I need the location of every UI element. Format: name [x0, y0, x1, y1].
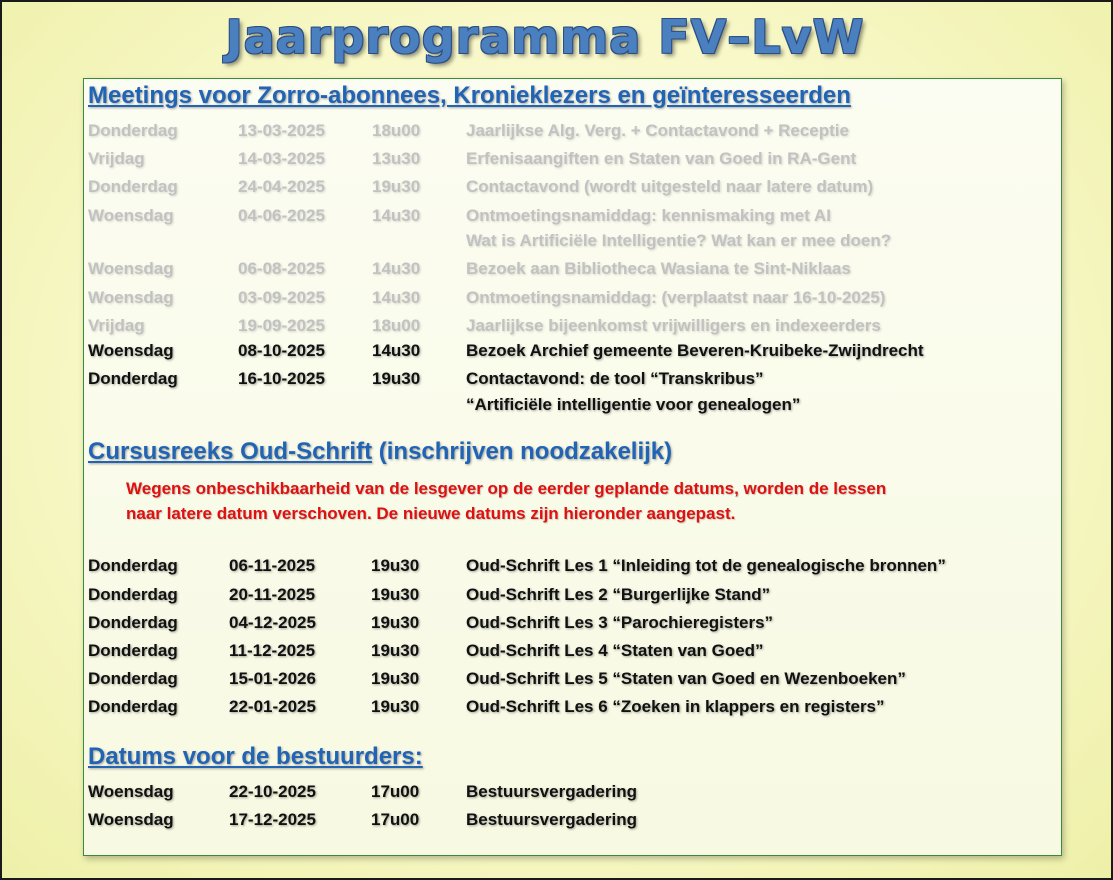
date-cell: 11-12-2025	[229, 641, 316, 660]
event-cell: Wat is Artificiële Intelligentie? Wat kan er mee doen?	[466, 231, 892, 250]
date-cell: 17-12-2025	[229, 810, 316, 829]
date-cell: 08-10-2025	[238, 341, 325, 360]
postponement-notice	[126, 476, 986, 526]
time-cell: 14u30	[372, 259, 421, 278]
day-cell: Donderdag	[88, 697, 178, 716]
day-cell: Woensdag	[88, 810, 174, 829]
time-cell: 13u30	[372, 149, 421, 168]
date-cell: 14-03-2025	[238, 149, 325, 168]
event-cell: Ontmoetingsnamiddag: (verplaatst naar 16-10-2025)	[466, 288, 886, 307]
event-cell: Bezoek Archief gemeente Beveren-Kruibeke-Zwijndrecht	[466, 341, 924, 360]
time-cell: 19u30	[371, 585, 420, 604]
page-title: Jaarprogramma FV–LvW	[225, 10, 865, 64]
time-cell: 19u30	[371, 669, 420, 688]
date-cell: 16-10-2025	[238, 369, 325, 388]
time-cell: 19u30	[371, 613, 420, 632]
event-cell: Bestuursvergadering	[466, 810, 637, 829]
day-cell: Woensdag	[88, 259, 174, 278]
section-heading-bestuurders	[88, 743, 423, 771]
event-cell: Jaarlijkse Alg. Verg. + Contactavond + Receptie	[466, 121, 849, 140]
time-cell: 19u30	[371, 697, 420, 716]
day-cell: Donderdag	[88, 585, 178, 604]
event-cell: Oud-Schrift Les 4 “Staten van Goed”	[466, 641, 764, 660]
date-cell: 06-08-2025	[238, 259, 325, 278]
notice-line-1: Wegens onbeschikbaarheid van de lesgever op de eerder geplande datums, worden de lessen	[126, 479, 887, 498]
day-cell: Vrijdag	[88, 149, 145, 168]
date-cell: 03-09-2025	[238, 288, 325, 307]
event-cell: Contactavond (wordt uitgesteld naar latere datum)	[466, 177, 874, 196]
date-cell: 15-01-2026	[229, 669, 316, 688]
event-cell: Bestuursvergadering	[466, 782, 637, 801]
event-cell: Contactavond: de tool “Transkribus”	[466, 369, 764, 388]
time-cell: 17u00	[371, 810, 420, 829]
event-cell: Oud-Schrift Les 1 “Inleiding tot de genealogische bronnen”	[466, 556, 946, 575]
day-cell: Woensdag	[88, 206, 174, 225]
time-cell: 14u30	[372, 341, 421, 360]
cursus-heading-underlined: Cursusreeks Oud-Schrift	[88, 438, 373, 465]
event-cell: Oud-Schrift Les 5 “Staten van Goed en Wezenboeken”	[466, 669, 906, 688]
event-cell: Ontmoetingsnamiddag: kennismaking met AI	[466, 206, 831, 225]
event-cell: Bezoek aan Bibliotheca Wasiana te Sint-Niklaas	[466, 259, 851, 278]
time-cell: 19u30	[371, 641, 420, 660]
day-cell: Woensdag	[88, 782, 174, 801]
time-cell: 14u30	[372, 206, 421, 225]
date-cell: 19-09-2025	[238, 316, 325, 335]
day-cell: Donderdag	[88, 369, 178, 388]
bestuurders-heading-text: Datums voor de bestuurders:	[88, 743, 423, 770]
date-cell: 04-06-2025	[238, 206, 325, 225]
day-cell: Donderdag	[88, 641, 178, 660]
cursus-heading-rest: (inschrijven noodzakelijk)	[372, 438, 673, 465]
day-cell: Donderdag	[88, 121, 178, 140]
time-cell: 18u00	[372, 316, 421, 335]
section-heading-cursus	[88, 438, 672, 466]
event-cell: “Artificiële intelligentie voor genealogen”	[466, 395, 801, 414]
notice-line-2: naar latere datum verschoven. De nieuwe datums zijn hieronder aangepast.	[126, 504, 736, 523]
date-cell: 22-01-2025	[229, 697, 316, 716]
date-cell: 13-03-2025	[238, 121, 325, 140]
day-cell: Donderdag	[88, 177, 178, 196]
time-cell: 18u00	[372, 121, 421, 140]
meetings-heading-text: Meetings voor Zorro-abonnees, Kronieklezers en geïnteresseerden	[88, 82, 851, 109]
event-cell: Oud-Schrift Les 6 “Zoeken in klappers en registers”	[466, 697, 885, 716]
time-cell: 19u30	[372, 177, 421, 196]
event-cell: Oud-Schrift Les 3 “Parochieregisters”	[466, 613, 774, 632]
day-cell: Vrijdag	[88, 316, 145, 335]
day-cell: Woensdag	[88, 288, 174, 307]
day-cell: Donderdag	[88, 613, 178, 632]
date-cell: 04-12-2025	[229, 613, 316, 632]
event-cell: Erfenisaangiften en Staten van Goed in RA-Gent	[466, 149, 857, 168]
day-cell: Donderdag	[88, 669, 178, 688]
date-cell: 24-04-2025	[238, 177, 325, 196]
date-cell: 22-10-2025	[229, 782, 316, 801]
time-cell: 14u30	[372, 288, 421, 307]
day-cell: Woensdag	[88, 341, 174, 360]
time-cell: 17u00	[371, 782, 420, 801]
time-cell: 19u30	[372, 369, 421, 388]
section-heading-meetings	[88, 82, 851, 110]
event-cell: Oud-Schrift Les 2 “Burgerlijke Stand”	[466, 585, 771, 604]
time-cell: 19u30	[371, 556, 420, 575]
event-cell: Jaarlijkse bijeenkomst vrijwilligers en indexeerders	[466, 316, 881, 335]
date-cell: 20-11-2025	[229, 585, 316, 604]
day-cell: Donderdag	[88, 556, 178, 575]
date-cell: 06-11-2025	[229, 556, 316, 575]
